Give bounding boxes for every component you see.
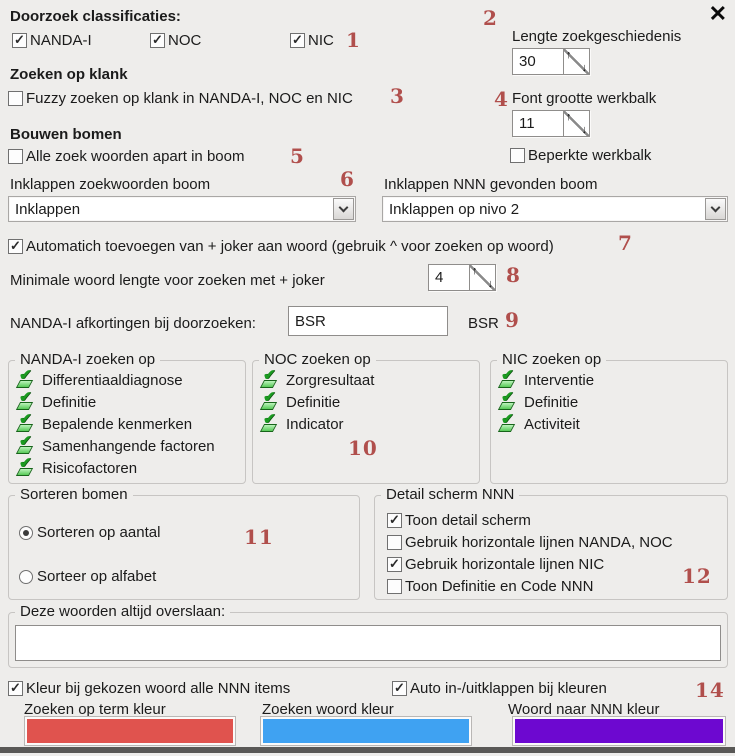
term-color-label: Zoeken op term kleur [24,701,166,718]
group-detail-screen [374,486,728,600]
checkbox-icon [387,557,402,572]
item-label: Definitie [286,394,341,411]
checkbox-label: NIC [308,32,334,49]
green-check-icon: ✔ [261,395,279,410]
list-item [261,411,344,433]
spinner-buttons[interactable] [563,111,589,136]
checkbox-nic[interactable] [290,32,334,49]
checkbox-label: Alle zoek woorden apart in boom [26,148,245,165]
swatch-fill [27,719,233,743]
checkbox-icon [12,33,27,48]
checkbox-separate-words[interactable] [8,148,244,165]
item-label: Interventie [524,372,595,389]
collapse-nnn-tree-label: Inklappen NNN gevonden boom [384,176,598,193]
annotation-10: 10 [348,436,378,460]
dropdown-button[interactable] [705,198,726,220]
min-word-length-spinner[interactable] [428,264,496,291]
checkbox-icon [510,148,525,163]
group-title: NANDA-I zoeken op [15,351,160,368]
radio-label: Sorteer op alfabet [37,568,157,585]
swatch-fill [515,719,723,743]
green-check-icon: ✔ [499,395,517,410]
annotation-1: 1 [346,28,361,52]
item-label: Samenhangende factoren [42,438,215,455]
list-item [261,389,341,411]
list-item [499,389,579,411]
green-check-icon: ✔ [261,417,279,432]
checkbox-color-all-nnn[interactable] [8,680,290,697]
skip-words-input[interactable] [15,625,721,661]
group-title: NOC zoeken op [259,351,376,368]
checkbox-hlines-nic[interactable] [387,556,604,573]
checkbox-icon [392,681,407,696]
annotation-6: 6 [340,167,355,191]
annotation-8: 8 [506,263,521,287]
list-item [17,367,183,389]
selected-value: Inklappen [15,200,81,218]
word-nnn-color-label: Woord naar NNN kleur [508,701,660,718]
group-sort-trees [8,486,360,600]
dropdown-button[interactable] [333,198,354,220]
list-item [499,367,595,389]
checkbox-label: Fuzzy zoeken op klank in NANDA-I, NOC en NIC [26,90,353,107]
checkbox-show-detail[interactable] [387,512,531,529]
radio-sort-count[interactable] [19,524,160,541]
checkbox-noc[interactable] [150,32,201,49]
build-trees-title: Bouwen bomen [10,126,122,143]
collapse-nnn-tree-select[interactable] [382,196,728,222]
green-check-icon: ✔ [17,373,35,388]
checkbox-limited-toolbar[interactable] [510,147,651,164]
spin-down-icon[interactable]: ↓ [581,124,587,136]
green-check-icon: ✔ [261,373,279,388]
checkbox-icon [150,33,165,48]
checkbox-label: Toon Definitie en Code NNN [405,578,594,595]
radio-icon [19,526,33,540]
item-label: Zorgresultaat [286,372,375,389]
item-label: Activiteit [524,416,580,433]
item-label: Bepalende kenmerken [42,416,193,433]
group-title: Deze woorden altijd overslaan: [15,603,230,620]
group-skip-words [8,603,728,668]
group-title: NIC zoeken op [497,351,606,368]
toolbar-font-label: Font grootte werkbalk [512,90,657,107]
list-item [261,367,375,389]
list-item [499,411,580,433]
annotation-14: 14 [695,678,725,702]
green-check-icon: ✔ [17,417,35,432]
checkbox-icon [8,91,23,106]
list-item [17,411,193,433]
annotation-4: 4 [494,87,509,111]
swatch-fill [263,719,469,743]
annotation-12: 12 [682,564,712,588]
checkbox-label: NANDA-I [30,32,92,49]
green-check-icon: ✔ [17,395,35,410]
min-word-length-label: Minimale woord lengte voor zoeken met + joker [10,272,325,289]
search-history-label: Lengte zoekgeschiedenis [512,28,682,45]
checkbox-label: Gebruik horizontale lijnen NIC [405,556,605,573]
sound-search-title: Zoeken op klank [10,66,128,83]
checkbox-label: Auto in-/uitklappen bij kleuren [410,680,607,697]
checkbox-label: Beperkte werkbalk [528,147,652,164]
abbreviations-suffix: BSR [468,315,499,332]
checkbox-icon [387,535,402,550]
spin-up-icon[interactable]: ↑ [472,265,478,277]
checkbox-auto-collapse-colors[interactable] [392,680,607,697]
item-label: Risicofactoren [42,460,138,477]
annotation-11: 11 [244,525,274,549]
annotation-3: 3 [390,84,405,108]
list-item [17,433,215,455]
checkbox-show-definition-code[interactable] [387,578,593,595]
group-nanda-search [8,351,246,484]
bottom-bar [0,747,735,753]
spin-up-icon[interactable]: ↑ [566,49,572,61]
radio-label: Sorteren op aantal [37,524,161,541]
checkbox-label: Gebruik horizontale lijnen NANDA, NOC [405,534,673,551]
checkbox-icon [8,149,23,164]
radio-sort-alphabet[interactable] [19,568,156,585]
green-check-icon: ✔ [499,373,517,388]
annotation-5: 5 [290,144,305,168]
checkbox-icon [8,681,23,696]
checkbox-label: Automatich toevoegen van + joker aan woord (gebruik ^ voor zoeken op woord) [26,238,554,255]
spinner-buttons[interactable] [563,49,589,74]
green-check-icon: ✔ [17,461,35,476]
list-item [17,389,97,411]
annotation-9: 9 [505,308,520,332]
spinner-value[interactable]: 4 [429,265,469,290]
abbreviations-label: NANDA-I afkortingen bij doorzoeken: [10,315,256,332]
chevron-down-icon [711,202,721,212]
checkbox-label: Toon detail scherm [405,512,531,529]
checkbox-label: NOC [168,32,202,49]
word-color-swatch[interactable] [260,716,472,746]
collapse-search-tree-select[interactable] [8,196,356,222]
close-icon[interactable]: ✕ [708,1,727,26]
annotation-7: 7 [618,231,633,255]
word-nnn-color-swatch[interactable] [512,716,726,746]
checkbox-icon [387,513,402,528]
checkbox-icon [290,33,305,48]
classifications-title: Doorzoek classificaties: [10,8,181,25]
checkbox-hlines-nanda-noc[interactable] [387,534,673,551]
annotation-2: 2 [483,6,498,30]
checkbox-nanda-i[interactable] [12,32,92,49]
word-color-label: Zoeken woord kleur [262,701,394,718]
chevron-down-icon [339,202,349,212]
checkbox-icon [387,579,402,594]
item-label: Indicator [286,416,344,433]
group-title: Sorteren bomen [15,486,133,503]
toolbar-font-spinner[interactable] [512,110,590,137]
checkbox-icon [8,239,23,254]
spin-down-icon[interactable]: ↓ [487,278,493,290]
group-noc-search [252,351,480,484]
item-label: Definitie [524,394,579,411]
list-item [17,455,138,477]
green-check-icon: ✔ [499,417,517,432]
spinner-value[interactable]: 30 [513,49,563,74]
checkbox-fuzzy-sound[interactable] [8,90,353,107]
term-color-swatch[interactable] [24,716,236,746]
selected-value: Inklappen op nivo 2 [389,200,520,218]
collapse-search-tree-label: Inklappen zoekwoorden boom [10,176,211,193]
spin-up-icon[interactable]: ↑ [566,111,572,123]
group-title: Detail scherm NNN [381,486,519,503]
checkbox-auto-joker[interactable] [8,238,554,255]
spinner-buttons[interactable] [469,265,495,290]
spin-down-icon[interactable]: ↓ [581,62,587,74]
group-nic-search [490,351,728,484]
abbreviations-input[interactable] [288,306,448,336]
spinner-value[interactable]: 11 [513,111,563,136]
checkbox-label: Kleur bij gekozen woord alle NNN items [26,680,291,697]
search-history-spinner[interactable] [512,48,590,75]
radio-icon [19,570,33,584]
green-check-icon: ✔ [17,439,35,454]
item-label: Differentiaaldiagnose [42,372,183,389]
item-label: Definitie [42,394,97,411]
